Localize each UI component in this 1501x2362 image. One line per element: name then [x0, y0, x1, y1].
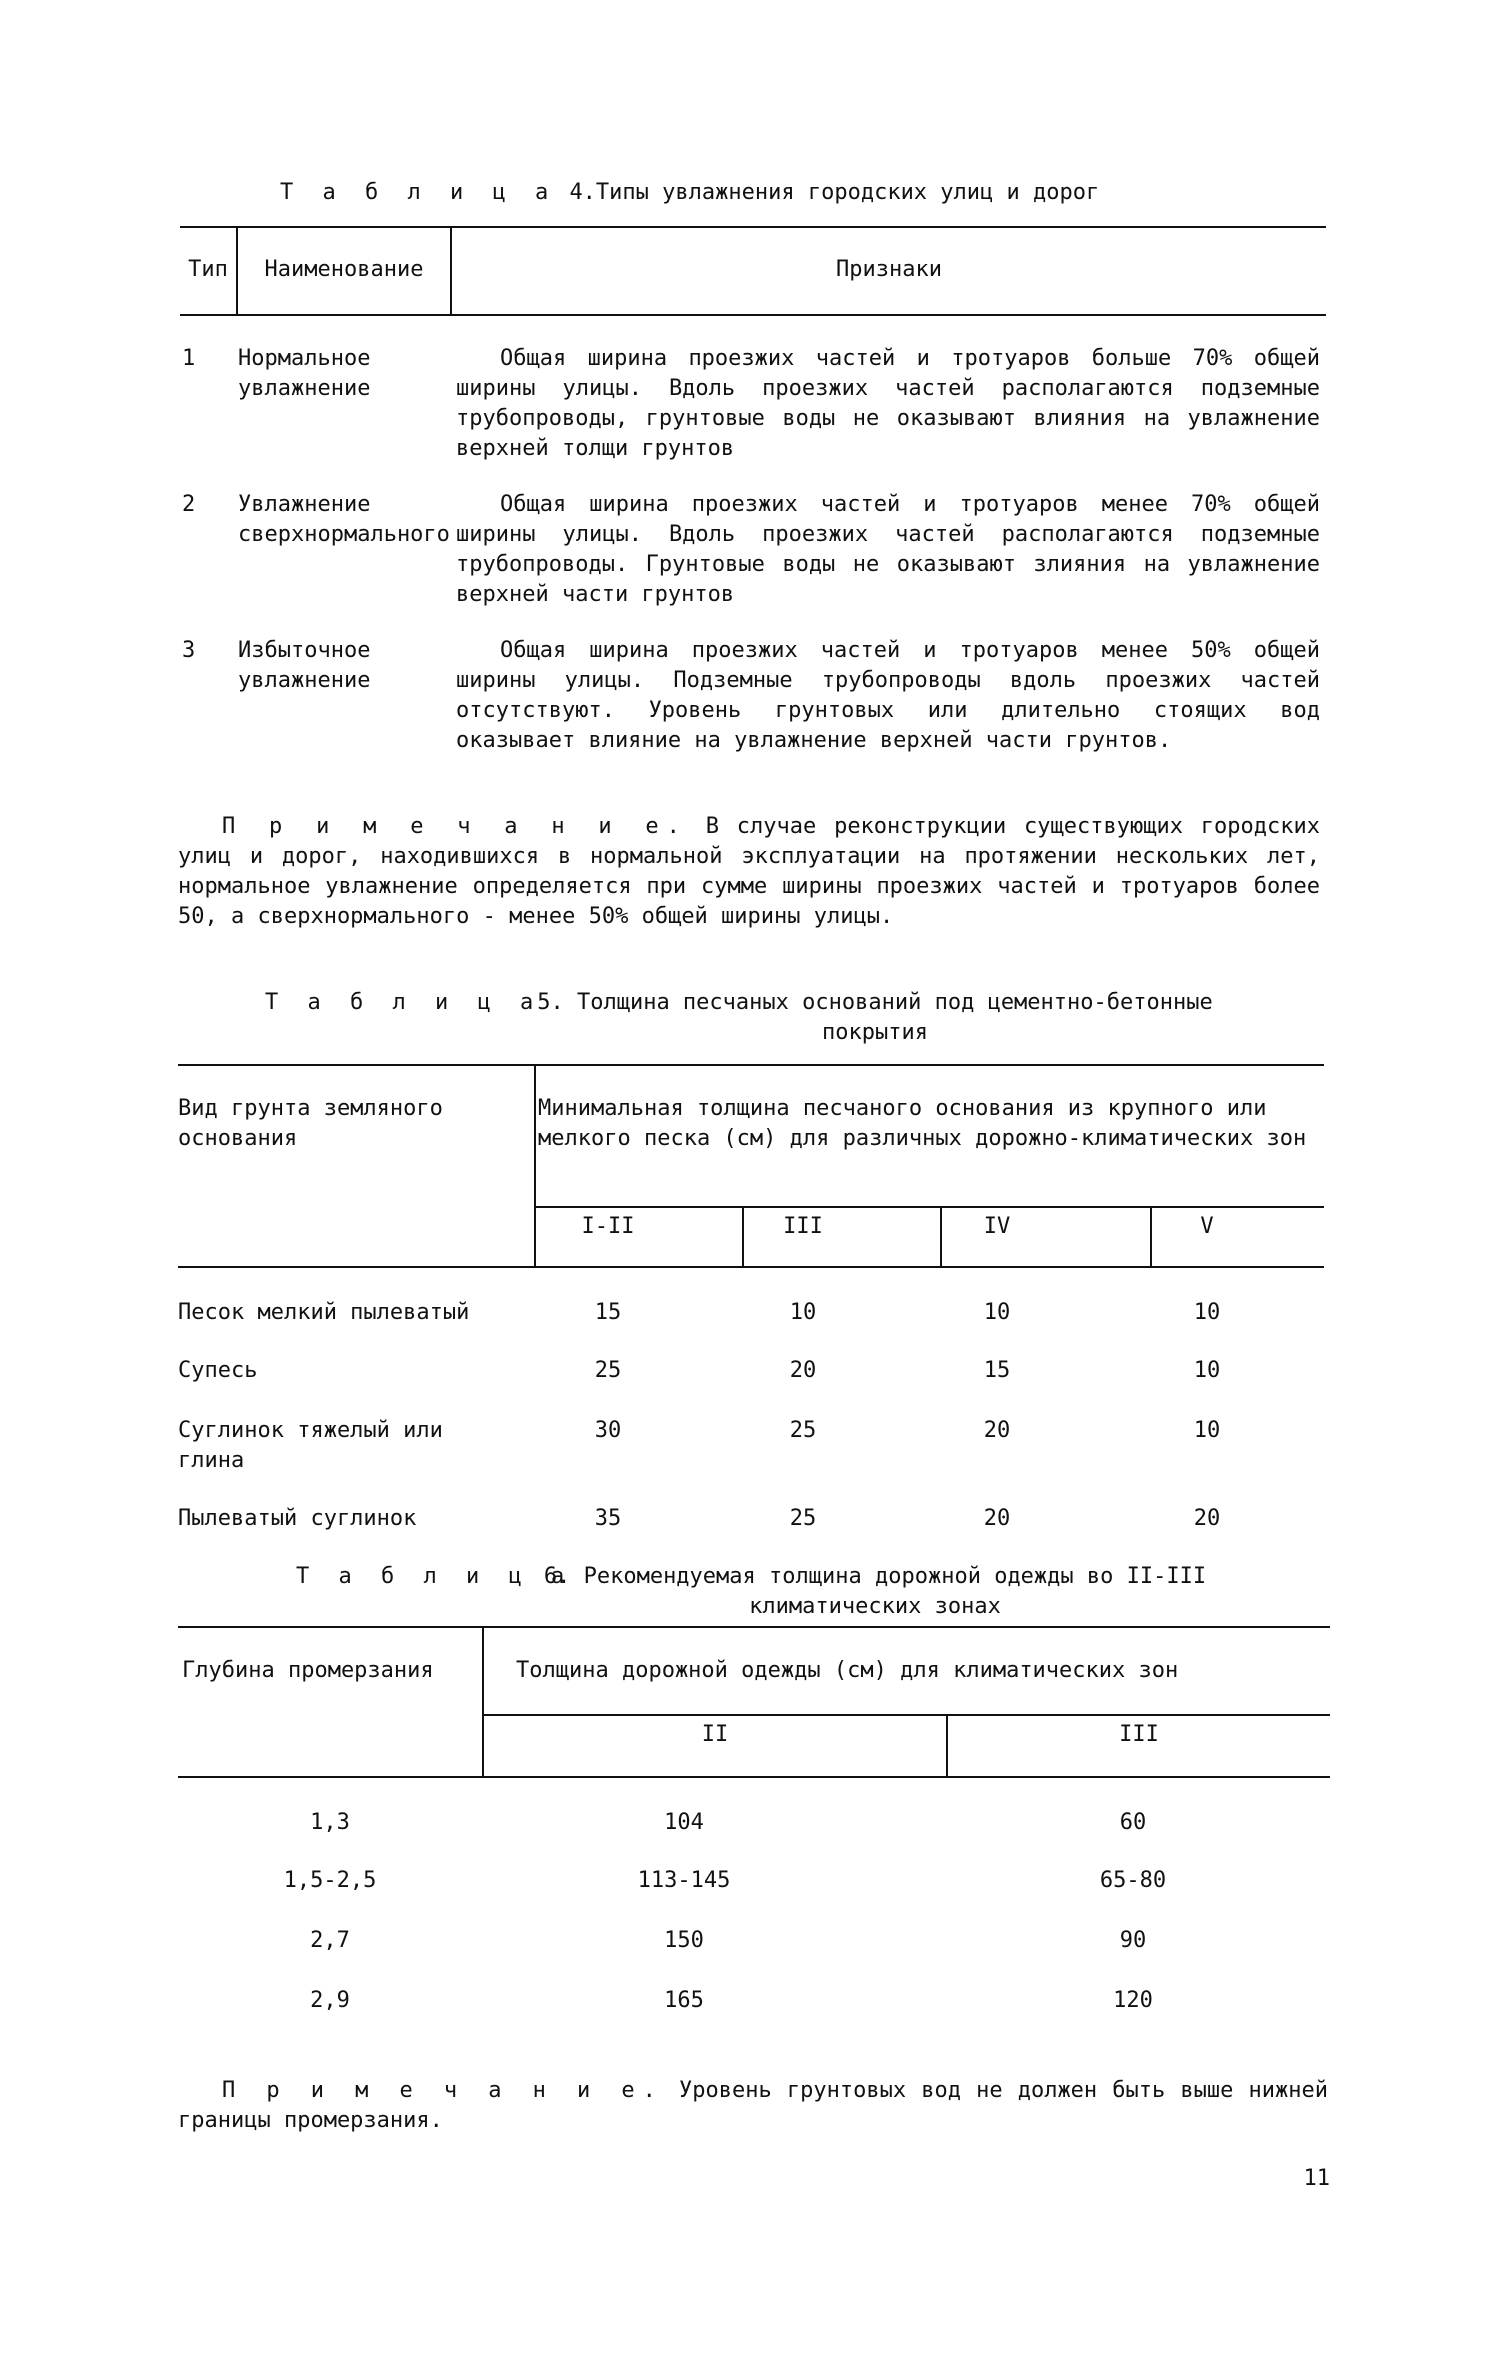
note1-text: В случае реконструкции существующих городских улиц и дорог, находившихся в нормальной эксплуатации на протяжении нескольких лет, нормальное увлажнение определяется при сумме ширины проезжих частей и тротуаров более 50, а сверхнормального - менее 50% общей ширины улицы.: [178, 814, 1321, 929]
table4-row3-desc: Общая ширина проезжих частей и тротуаров менее 50% общей ширины улицы. Подземные трубопроводы вдоль проезжих частей отсутствуют. Уровень грунтовых или длительно стоящих вод оказывает влияние на увлажнение верхней части грунтов.: [456, 638, 1320, 753]
table4-header-type: Тип: [188, 257, 228, 282]
table5-caption-title: 5. Толщина песчаных оснований под цементно-бетонные покрытия: [537, 990, 1213, 1045]
table-row: Песок мелкий пылеватый: [178, 1300, 470, 1325]
table6-cell: 90: [1119, 1928, 1147, 1953]
table4-caption: [280, 178, 1280, 208]
table6-cell: 104: [664, 1810, 704, 1835]
table4-row2-type: 2: [182, 492, 196, 517]
table4-row1-desc: Общая ширина проезжих частей и тротуаров больше 70% общей ширины улицы. Вдоль проезжих частей располагаются подземные трубопроводы, грунтовые воды не оказывают влияния на увлажнение верхней толщи грунтов: [456, 346, 1320, 461]
table6-col1-header: Глубина промерзания: [182, 1658, 434, 1683]
table4-row3-type: 3: [182, 638, 196, 663]
table-row: Суглинок тяжелый или глина: [178, 1418, 443, 1473]
table5-zone-1: I-II: [581, 1214, 635, 1239]
table5-zone-2: III: [783, 1214, 823, 1239]
table6-cell: 120: [1113, 1988, 1153, 2013]
note2-text: Уровень грунтовых вод не должен быть выше нижней границы промерзания.: [178, 2078, 1329, 2133]
table4-row1-name: Нормальное увлажнение: [238, 346, 371, 401]
table5-zone-4: V: [1200, 1214, 1214, 1239]
table-row: 2,9: [310, 1988, 350, 2013]
table5-cell: 20: [789, 1358, 817, 1383]
table6-cell: 113-145: [637, 1868, 731, 1893]
table4-row2-name: Увлажнение сверхнормального: [238, 492, 450, 547]
table6-cell: 65-80: [1099, 1868, 1167, 1893]
table5-cell: 35: [594, 1506, 622, 1531]
table-row: Пылеватый суглинок: [178, 1506, 417, 1531]
table5-cell: 25: [594, 1358, 622, 1383]
note2-label: П р и м е ч а н и е.: [222, 2078, 664, 2103]
table5-cell: 10: [1193, 1358, 1221, 1383]
table4-caption-title: 4.Типы увлажнения городских улиц и дорог: [569, 180, 1100, 205]
table6-cell: 165: [664, 1988, 704, 2013]
table5-cell: 10: [789, 1300, 817, 1325]
table6-zone-1: II: [701, 1722, 729, 1747]
table5-cell: 25: [789, 1418, 817, 1443]
table4-row3-name: Избыточное увлажнение: [238, 638, 371, 693]
note1-label: П р и м е ч а н и е.: [222, 814, 688, 839]
table-row: Супесь: [178, 1358, 258, 1383]
table5-cell: 20: [1193, 1506, 1221, 1531]
note1: [178, 812, 1320, 932]
note2: [178, 2076, 1328, 2136]
table4-header-name: Наименование: [264, 257, 424, 282]
table5-caption-label: Т а б л и ц а: [265, 990, 542, 1015]
table5-cell: 10: [1193, 1300, 1221, 1325]
table5-group-header: Минимальная толщина песчаного основания из крупного или мелкого песка (см) для различных дорожно-климатических зон: [538, 1096, 1307, 1151]
table5-cell: 20: [983, 1418, 1011, 1443]
page-number: 11: [1303, 2166, 1330, 2191]
table5-cell: 30: [594, 1418, 622, 1443]
table6-group-header: Толщина дорожной одежды (см) для климатических зон: [516, 1658, 1179, 1683]
table6-caption-label: Т а б л и ц а: [296, 1564, 573, 1589]
table4-caption-label: Т а б л и ц а: [280, 180, 557, 205]
table6-cell: 60: [1119, 1810, 1147, 1835]
table4-row2-desc: Общая ширина проезжих частей и тротуаров менее 70% общей ширины улицы. Вдоль проезжих частей располагаются подземные трубопроводы. Грунтовые воды не оказывают злияния на увлажнение верхней части грунтов: [456, 492, 1320, 607]
table-row: 1,5-2,5: [283, 1868, 377, 1893]
table5-zone-3: IV: [983, 1214, 1011, 1239]
table5-col1-header: Вид грунта земляного основания: [178, 1096, 443, 1151]
table-row: 1,3: [310, 1810, 350, 1835]
table6-caption-title: 6. Рекомендуемая толщина дорожной одежды во II-III климатических зонах: [543, 1564, 1207, 1619]
table5-cell: 15: [983, 1358, 1011, 1383]
table4-row1-type: 1: [182, 346, 196, 371]
table6-zone-2: III: [1119, 1722, 1159, 1747]
table4-header-signs: Признаки: [836, 257, 942, 282]
table-row: 2,7: [310, 1928, 350, 1953]
table6-cell: 150: [664, 1928, 704, 1953]
table5-cell: 10: [1193, 1418, 1221, 1443]
table5-cell: 20: [983, 1506, 1011, 1531]
table5-cell: 25: [789, 1506, 817, 1531]
table5-cell: 15: [594, 1300, 622, 1325]
table5-cell: 10: [983, 1300, 1011, 1325]
